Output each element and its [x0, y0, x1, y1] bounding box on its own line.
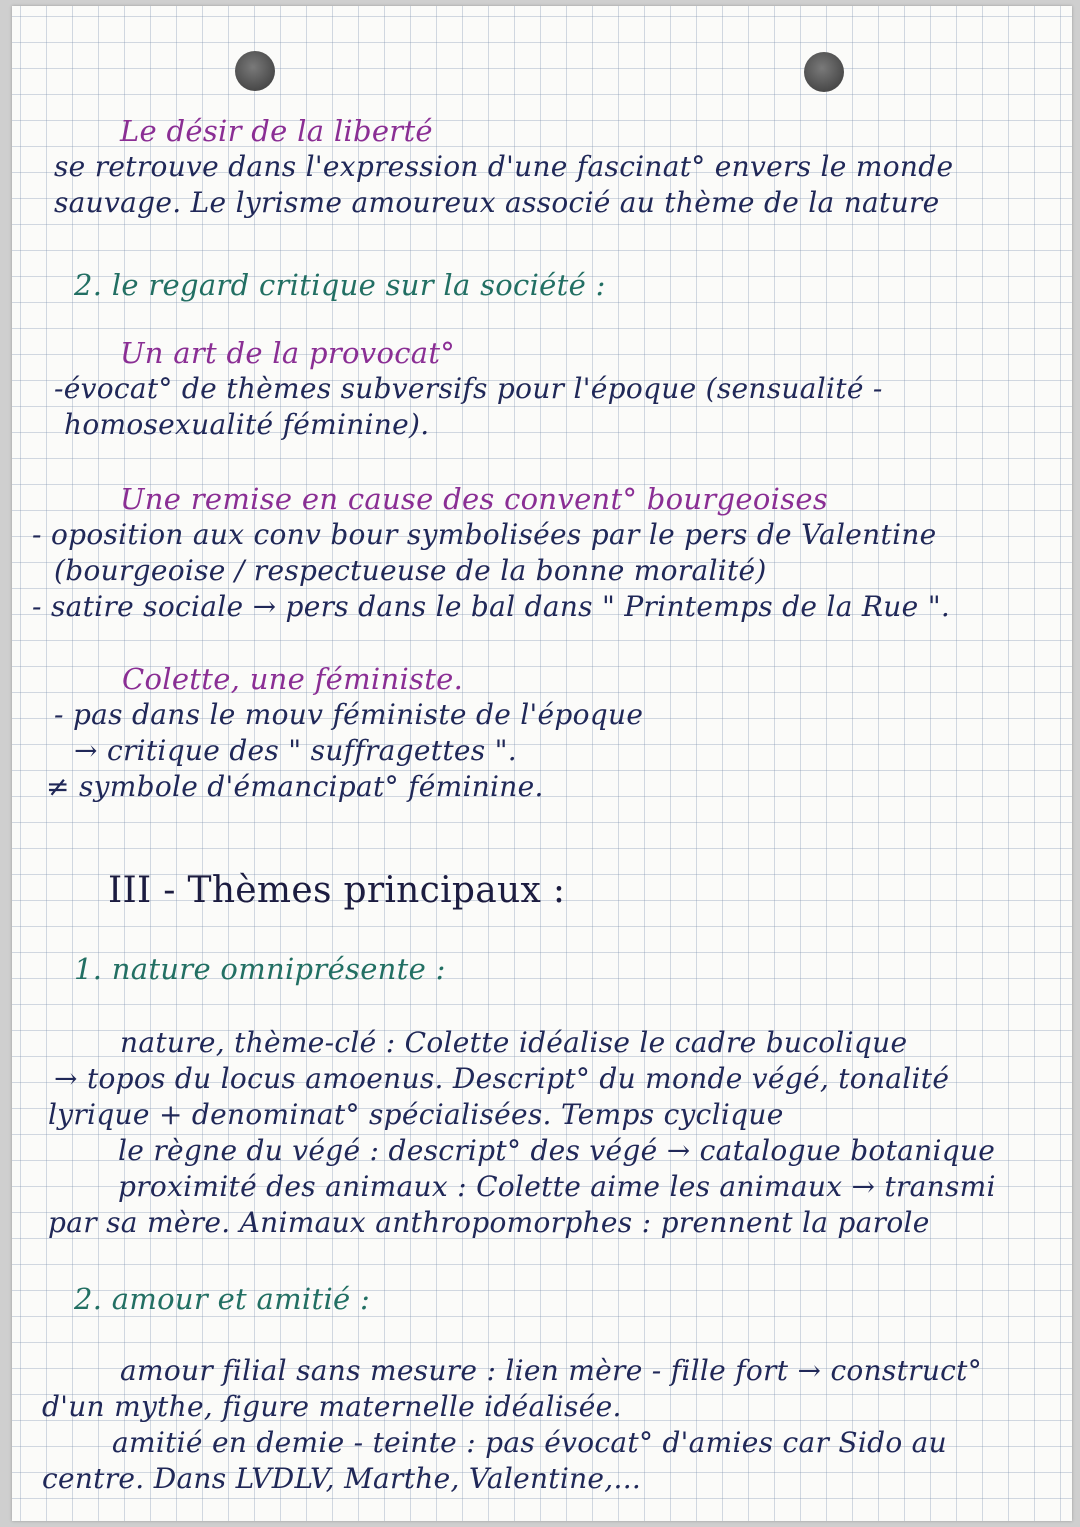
- nature-line-2: → topos du locus amoenus. Descript° du monde végé, tonalité: [54, 1062, 950, 1095]
- nature-line-4: le règne du végé : descript° des végé → catalogue botanique: [118, 1134, 996, 1167]
- feministe-line-3: ≠ symbole d'émancipat° féminine.: [46, 770, 544, 803]
- binder-hole-right: [804, 52, 844, 92]
- amour-title: 2. amour et amitié :: [74, 1282, 371, 1316]
- part-3-title: III - Thèmes principaux :: [108, 870, 566, 911]
- liberte-line-2: sauvage. Le lyrisme amoureux associé au thème de la nature: [54, 186, 940, 219]
- feministe-line-1: - pas dans le mouv féministe de l'époque: [54, 698, 644, 731]
- remise-line-3: - satire sociale → pers dans le bal dans " Printemps de la Rue ".: [32, 590, 951, 623]
- amour-line-3: amitié en demie - teinte : pas évocat° d'amies car Sido au: [112, 1426, 948, 1459]
- amour-line-4: centre. Dans LVDLV, Marthe, Valentine,...: [42, 1462, 642, 1495]
- provocation-line-2: homosexualité féminine).: [64, 408, 430, 441]
- binder-hole-left: [235, 51, 275, 91]
- nature-line-1: nature, thème-clé : Colette idéalise le cadre bucolique: [120, 1026, 908, 1059]
- provocation-line-1: -évocat° de thèmes subversifs pour l'époque (sensualité -: [54, 372, 883, 405]
- liberte-heading: Le désir de la liberté: [120, 114, 433, 148]
- remise-line-2: (bourgeoise / respectueuse de la bonne moralité): [54, 554, 767, 587]
- nature-line-3: lyrique + denominat° spécialisées. Temps cyclique: [48, 1098, 784, 1131]
- liberte-line-1: se retrouve dans l'expression d'une fascinat° envers le monde: [54, 150, 954, 183]
- notebook-page: [12, 6, 1072, 1521]
- nature-title: 1. nature omniprésente :: [74, 952, 446, 986]
- provocation-heading: Un art de la provocat°: [120, 336, 456, 370]
- amour-line-1: amour filial sans mesure : lien mère - fille fort → construct°: [120, 1354, 982, 1387]
- nature-line-5: proximité des animaux : Colette aime les animaux → transmi: [118, 1170, 996, 1203]
- nature-line-6: par sa mère. Animaux anthropomorphes : prennent la parole: [48, 1206, 930, 1239]
- remise-heading: Une remise en cause des convent° bourgeoises: [120, 482, 829, 516]
- remise-line-1: - oposition aux conv bour symbolisées par le pers de Valentine: [32, 518, 937, 551]
- section-2-title: 2. le regard critique sur la société :: [74, 268, 606, 302]
- feministe-heading: Colette, une féministe.: [122, 662, 464, 696]
- feministe-line-2: → critique des " suffragettes ".: [74, 734, 517, 767]
- amour-line-2: d'un mythe, figure maternelle idéalisée.: [42, 1390, 622, 1423]
